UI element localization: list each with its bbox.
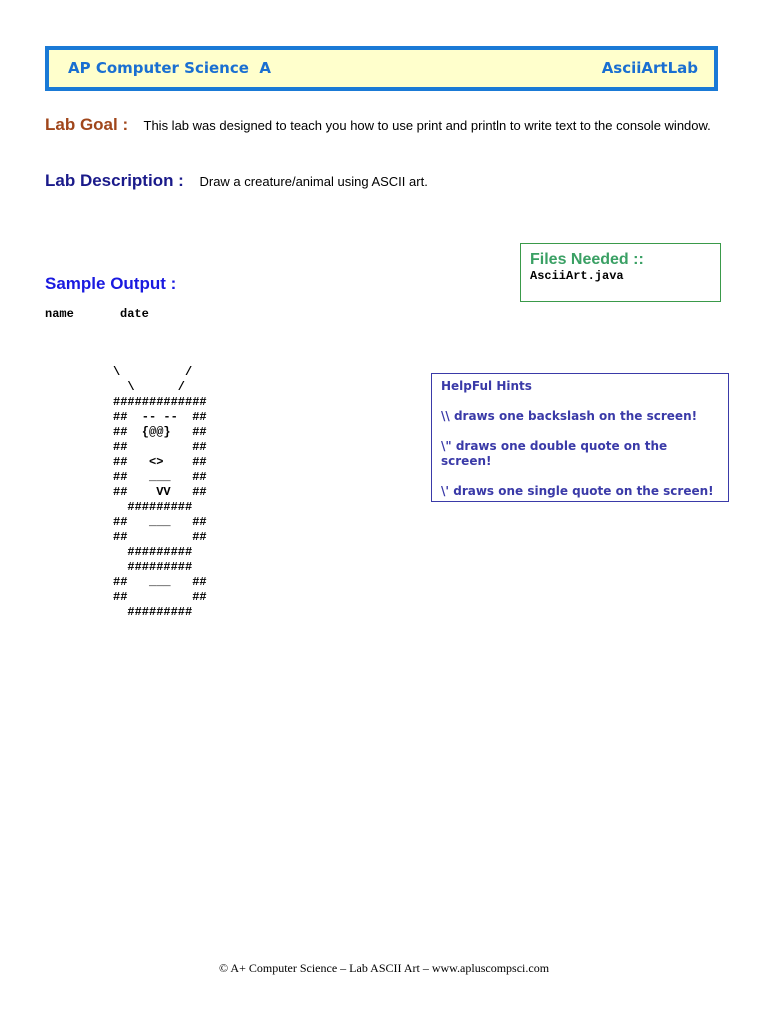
lab-description xyxy=(45,172,725,191)
lab-description-text: Draw a creature/animal using ASCII art. xyxy=(199,174,428,189)
hint-item: \' draws one single quote on the screen! xyxy=(441,484,714,498)
header-banner xyxy=(45,46,718,91)
lab-goal-heading: Lab Goal : xyxy=(45,115,129,134)
course-title: AP Computer Science A xyxy=(68,59,271,77)
helpful-hints-box xyxy=(431,373,729,502)
lab-goal xyxy=(45,116,725,134)
ascii-art-sample: \ / \ / ############# ## -- -- ## ## {@@} ## ## ## ## <> ## ## ___ ## ## VV ## ######### ## ___ ## ## ## ######### ######### ## ___ ## ## ## ######### xyxy=(113,365,207,619)
file-item: AsciiArt.java xyxy=(530,269,624,283)
sample-output-heading: Sample Output : xyxy=(45,274,177,293)
date-label: date xyxy=(120,307,149,321)
name-label: name xyxy=(45,307,74,321)
lab-description-heading: Lab Description : xyxy=(45,171,184,190)
files-needed-heading: Files Needed :: xyxy=(530,251,644,268)
hint-item: \" draws one double quote on the screen! xyxy=(441,439,668,468)
hint-item: \\ draws one backslash on the screen! xyxy=(441,409,698,423)
files-needed-box xyxy=(520,243,721,302)
name-date-line xyxy=(45,307,149,321)
lab-goal-text: This lab was designed to teach you how to use print and println to write text to the console window. xyxy=(143,118,711,133)
lab-title: AsciiArtLab xyxy=(601,59,698,77)
page-footer: © A+ Computer Science – Lab ASCII Art – www.apluscompsci.com xyxy=(218,961,550,975)
hints-title: HelpFul Hints xyxy=(441,379,532,393)
